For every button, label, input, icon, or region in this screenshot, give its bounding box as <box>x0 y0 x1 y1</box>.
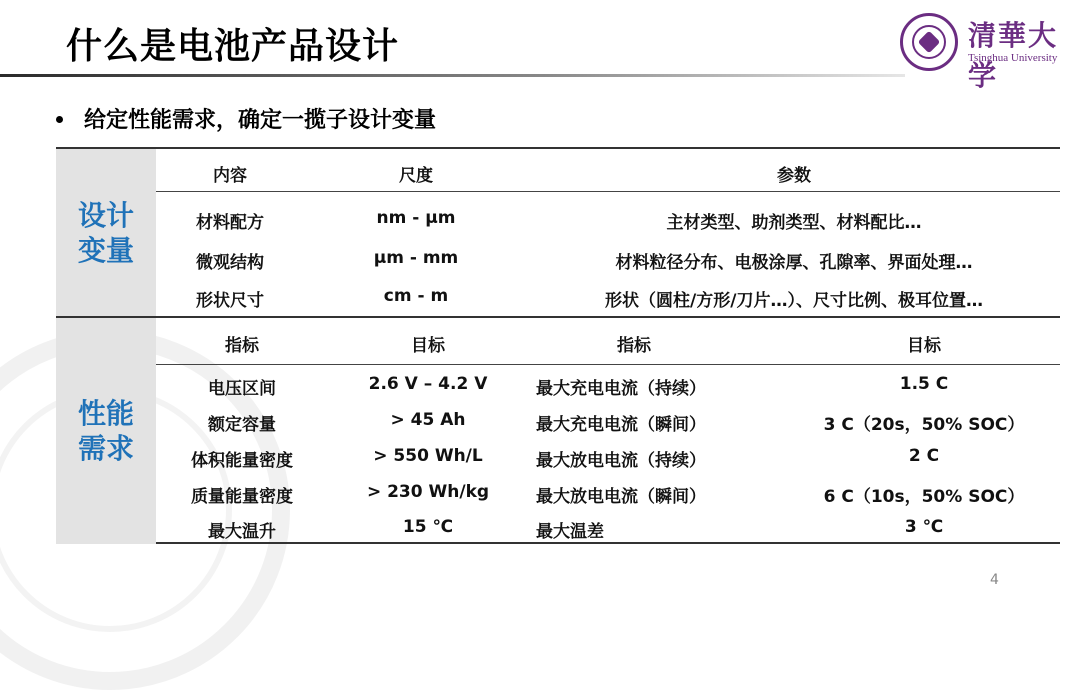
table-cell: 形状（圆柱/方形/刀片…）、尺寸比例、极耳位置… <box>605 291 983 311</box>
table-cell: 最大放电电流（持续） <box>536 451 706 471</box>
university-logo-text: 清華大学 <box>968 19 1059 92</box>
tsinghua-seal-logo <box>900 13 958 71</box>
design-header-params: 参数 <box>777 166 811 186</box>
table-cell: 2.6 V – 4.2 V <box>368 374 488 394</box>
table-cell: 材料粒径分布、电极涂厚、孔隙率、界面处理… <box>615 253 973 273</box>
performance-requirements-label: 性能 需求 <box>56 318 156 544</box>
table-cell: 1.5 C <box>899 374 949 394</box>
table-cell: 电压区间 <box>208 379 276 399</box>
table-cell: 最大温差 <box>536 522 604 542</box>
table-cell: 6 C（10s，50% SOC） <box>823 487 1025 507</box>
table-cell: 主材类型、助剂类型、材料配比… <box>666 213 922 233</box>
table-cell: μm - mm <box>373 248 459 268</box>
table-cell: 最大温升 <box>208 522 276 542</box>
design-performance-table <box>56 147 1060 544</box>
perf-header-target-1: 目标 <box>411 336 445 356</box>
perf-header-target-2: 目标 <box>907 336 941 356</box>
perf-header-rule <box>156 364 1060 365</box>
table-cell: > 550 Wh/L <box>373 446 483 466</box>
table-cell: > 45 Ah <box>390 410 466 430</box>
table-cell: 最大充电电流（瞬间） <box>536 415 706 435</box>
table-cell: 材料配方 <box>196 213 264 233</box>
university-logo-subtitle: Tsinghua University <box>968 52 1058 64</box>
table-cell: 额定容量 <box>208 415 276 435</box>
section-divider <box>56 316 1060 318</box>
table-cell: > 230 Wh/kg <box>366 482 490 502</box>
page-title: 什么是电池产品设计 <box>66 26 400 67</box>
page-number: 4 <box>990 572 999 588</box>
title-underline <box>0 74 905 77</box>
bullet-text: 给定性能需求，确定一揽子设计变量 <box>84 108 437 133</box>
design-header-rule <box>156 191 1060 192</box>
bullet-icon <box>56 116 63 123</box>
table-cell: nm - μm <box>376 208 456 228</box>
table-cell: 质量能量密度 <box>191 487 293 507</box>
table-cell: 3 ℃ <box>904 517 944 537</box>
design-header-scale: 尺度 <box>399 166 433 186</box>
table-cell: 15 ℃ <box>402 517 454 537</box>
design-header-content: 内容 <box>213 166 247 186</box>
table-cell: 3 C（20s，50% SOC） <box>823 415 1025 435</box>
table-cell: 2 C <box>908 446 940 466</box>
design-variables-label: 设计 变量 <box>56 149 156 316</box>
table-cell: 微观结构 <box>196 253 264 273</box>
perf-header-metric-1: 指标 <box>225 336 259 356</box>
perf-header-metric-2: 指标 <box>617 336 651 356</box>
table-cell: cm - m <box>383 286 449 306</box>
table-cell: 最大放电电流（瞬间） <box>536 487 706 507</box>
table-cell: 形状尺寸 <box>196 291 264 311</box>
table-cell: 体积能量密度 <box>191 451 293 471</box>
table-cell: 最大充电电流（持续） <box>536 379 706 399</box>
